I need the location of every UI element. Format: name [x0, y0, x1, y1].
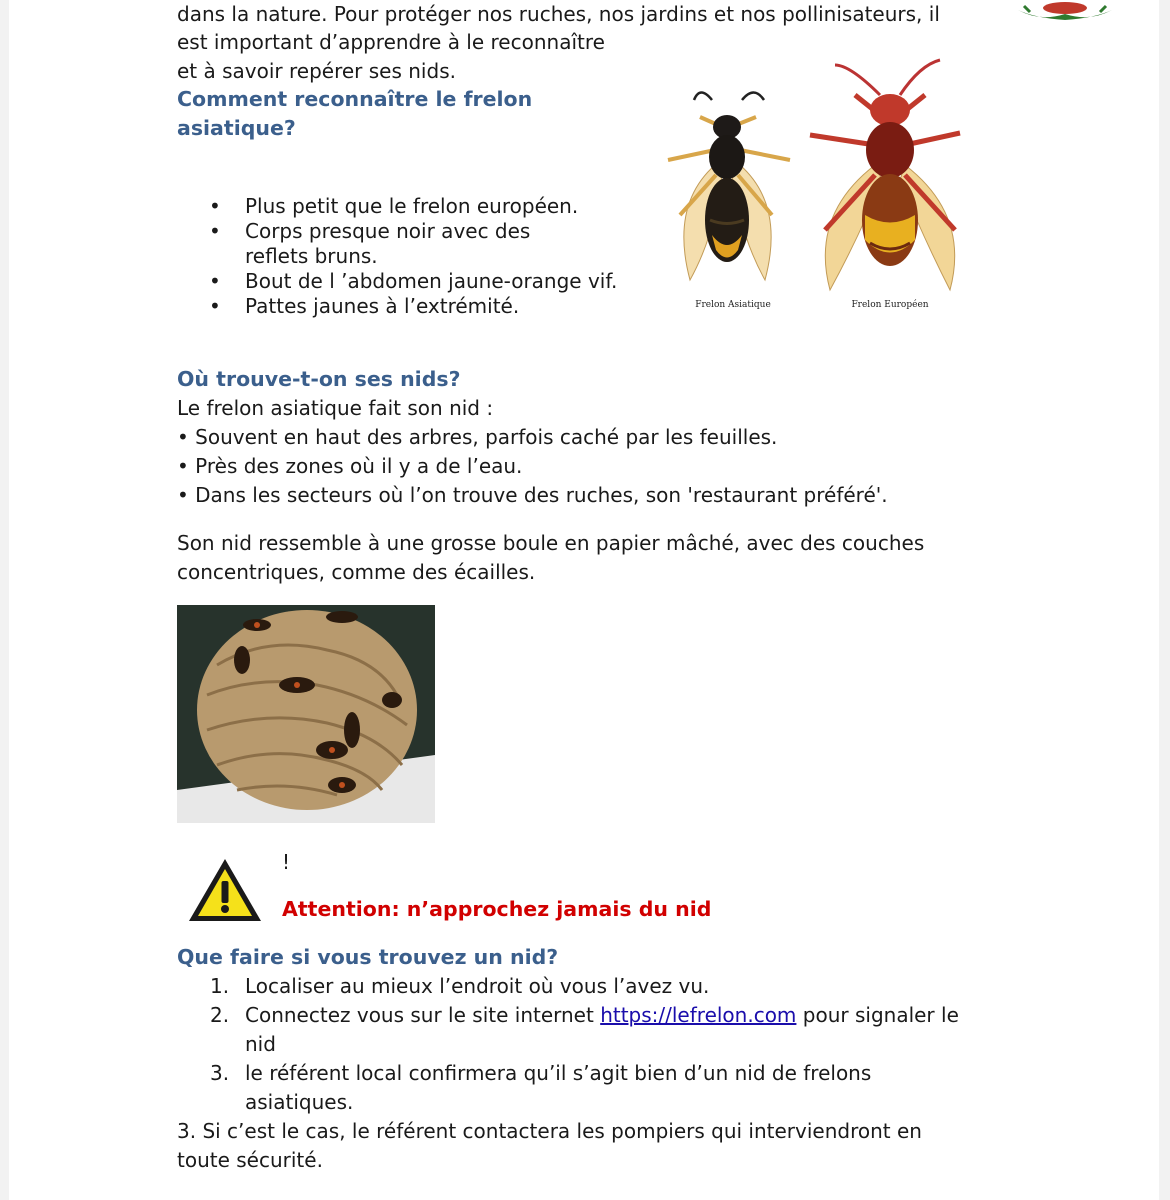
- final-line-2: toute sécurité.: [177, 1148, 323, 1172]
- step-number: 1.: [210, 974, 230, 998]
- intro-line-1: dans la nature. Pour protéger nos ruches, nos jardins et nos pollinisateurs, il: [177, 2, 940, 26]
- hornet-comparison-figure: [660, 55, 970, 315]
- list-item: • Plus petit que le frelon européen.: [177, 194, 647, 219]
- nest-description-line-1: Son nid ressemble à une grosse boule en papier mâché, avec des couches: [177, 531, 925, 555]
- nest-description-line-2: concentriques, comme des écailles.: [177, 560, 536, 584]
- hornets-illustration: [660, 55, 970, 315]
- nest-photo: [177, 605, 435, 823]
- european-hornet-image: [810, 60, 960, 290]
- list-item: [177, 1059, 935, 1117]
- lefrelon-link[interactable]: https://lefrelon.com: [600, 1003, 797, 1027]
- step-text: le référent local confirmera qu’il s’agit bien d’un nid de frelons asiatiques.: [245, 1061, 872, 1114]
- list-item: • Dans les secteurs où l’on trouve des ruches, son 'restaurant préféré'.: [177, 483, 888, 507]
- logo-emblem: [1010, 0, 1120, 24]
- list-item: [177, 972, 977, 1001]
- step-number: 2.: [210, 1003, 230, 1027]
- list-item: • Bout de l ’abdomen jaune-orange vif.: [177, 269, 647, 294]
- recognize-heading-line-1: Comment reconnaître le frelon: [177, 87, 533, 111]
- steps-list: [177, 972, 977, 1117]
- recognize-heading-line-2: asiatique?: [177, 116, 296, 140]
- final-line-1: 3. Si c’est le cas, le référent contactera les pompiers qui interviendront en: [177, 1119, 922, 1143]
- step-text: Localiser au mieux l’endroit où vous l’avez vu.: [245, 974, 710, 998]
- step-number: 3.: [210, 1061, 230, 1085]
- warning-text: Attention: n’approchez jamais du nid: [282, 897, 712, 921]
- found-nest-heading: Que faire si vous trouvez un nid?: [177, 945, 559, 969]
- recognize-bullet-list: [177, 194, 647, 319]
- list-item: • Souvent en haut des arbres, parfois caché par les feuilles.: [177, 425, 778, 449]
- nests-intro: Le frelon asiatique fait son nid :: [177, 396, 494, 420]
- list-item: • Corps presque noir avec des reflets bruns.: [177, 219, 575, 269]
- warning-triangle-icon: [186, 855, 264, 925]
- list-item: • Près des zones où il y a de l’eau.: [177, 454, 523, 478]
- list-item: [177, 1001, 975, 1059]
- list-item: • Pattes jaunes à l’extrémité.: [177, 294, 647, 319]
- warning-mark: !: [282, 850, 291, 874]
- asian-hornet-image: [668, 93, 790, 281]
- asian-hornet-label: Frelon Asiatique: [695, 300, 771, 310]
- nests-heading: Où trouve-t-on ses nids?: [177, 367, 461, 391]
- european-hornet-label: Frelon Européen: [851, 300, 929, 310]
- intro-line-2: est important d’apprendre à le reconnaître: [177, 30, 605, 54]
- step-text: Connectez vous sur le site internet: [245, 1003, 601, 1027]
- step-text: pour signaler le nid: [245, 1003, 959, 1056]
- intro-line-3: et à savoir repérer ses nids.: [177, 59, 456, 83]
